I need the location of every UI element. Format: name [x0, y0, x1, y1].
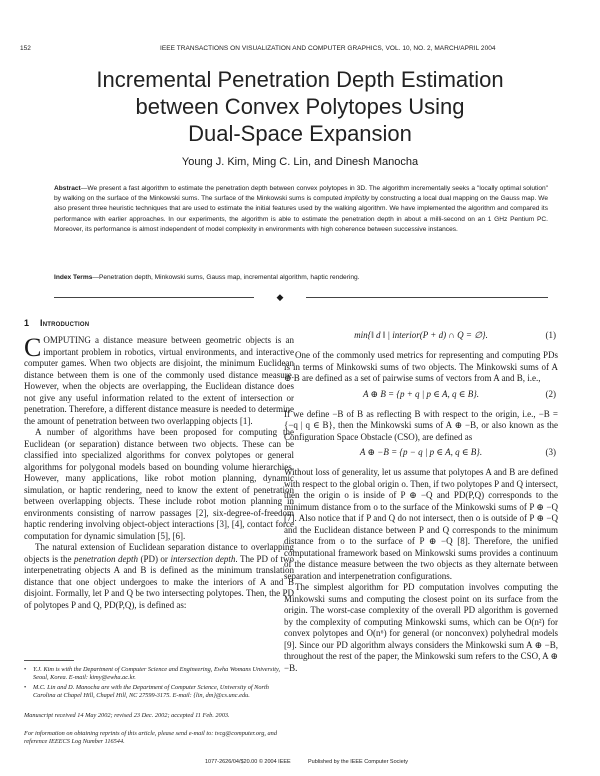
author-list: Young J. Kim, Ming C. Lin, and Dinesh Manocha	[181, 156, 419, 168]
p3-emphasis-2: intersection depth	[170, 553, 236, 564]
footnote-affiliation-1-text: Y.J. Kim is with the Department of Computer Science and Engineering, Ewha Womans University, Seoul, Korea. E-mail: kimy@ewha.ac.kr.	[33, 666, 281, 681]
equation-1-formula: min{‖ d ‖ | interior(P + d) ∩ Q = ∅}.	[354, 330, 488, 340]
footnote-rule	[24, 660, 74, 661]
footnote-reprints: For information on obtaining reprints of this article, please send e-mail to: tvcg@computer.org, and reference IEEECS Log Number 116544.	[24, 730, 277, 745]
index-terms	[54, 273, 548, 283]
title-line-3: Dual-Space Expansion	[188, 121, 412, 146]
right-paragraph-1: One of the commonly used metrics for representing and computing PDs is in terms of Minkowski sums of two objects. The Minkowski sums of A ⊕ B are defined as a set of pairwise sums of vectors from A and B, i.e.,	[284, 350, 558, 383]
section-divider	[54, 292, 548, 304]
journal-header: IEEE TRANSACTIONS ON VISUALIZATION AND COMPUTER GRAPHICS, VOL. 10, NO. 2, MARCH/APRIL 2004	[160, 45, 496, 52]
abstract-label: Abstract	[54, 185, 81, 192]
equation-2	[284, 389, 558, 405]
right-paragraph-4: The simplest algorithm for PD computation involves computing the Minkowski sums and computing the closest point on its surface from the origin. The worst-case complexity of the overall PD algorithm is governed by the complexity of computing Minkowski sums, which can be O(n²) for convex polytopes and O(n⁶) for general (or nonconvex) polyhedral models [9]. Since our PD algorithm always considers the Minkowski sum A ⊕ −B, throughout the rest of the paper, the Minkowski sum refers to the CSO, A ⊕ −B.	[284, 582, 558, 673]
drop-cap: C	[24, 333, 42, 362]
p3-text-c: . The PD of two interpenetrating objects A and B is defined as the minimum translation distance that one object undergoes to make the interiors of A and B disjoint. Formally, let P and Q be two intersecting polytopes. Then, the PD of polytopes P and Q, PD(P,Q), is defined as:	[24, 553, 294, 610]
left-column	[24, 335, 294, 611]
section-number: 1	[24, 318, 30, 328]
bullet-icon: •	[24, 666, 27, 673]
section-title: Introduction	[40, 318, 90, 328]
footnote-affiliation-2	[24, 684, 290, 700]
abstract	[54, 184, 548, 235]
index-terms-label: Index Terms	[54, 274, 93, 281]
footnote-affiliation-2-text: M.C. Lin and D. Manocha are with the Department of Computer Science, University of North Carolina at Chapel Hill, Chapel Hill, NC 27599-3175. E-mail: {lin, dm}@cs.unc.edu.	[33, 684, 269, 699]
divider-line-left	[54, 297, 254, 298]
intro-paragraph-1-text: OMPUTING a distance measure between geometric objects is an important problem in robotics, virtual environments, and interactive computer games. When two objects are disjoint, the minimum Euclidean distance between them is one of the commonly used distance measure. However, when the objects are overlapping, the Euclidean distance does not give any useful information related to the extent of intersection or penetration. Therefore, a different distance measure is needed to determine the amount of penetration between two overlapping objects [1].	[24, 335, 294, 426]
right-paragraph-3: Without loss of generality, let us assume that polytopes A and B are defined with respect to the global origin o. Then, if two polytopes P and Q intersect, then the origin o is inside of P ⊕ −Q and PD(P,Q) corresponds to the minimum distance from o to the surface of the Minkowski sums of P ⊕ −Q [7]. Also notice that if P and Q do not intersect, then o is outside of P ⊕ −Q and the Euclidean distance between P and Q corresponds to the minimum distance from o to the surface of P ⊕ −Q [8]. Therefore, the unified computational framework based on Minkowski sums provides a continuum of the distance measure between the two objects as they alternate between separation and interpenetration configurations.	[284, 467, 558, 581]
bullet-icon: •	[24, 684, 27, 691]
footer-publisher: Published by the IEEE Computer Society	[308, 759, 408, 765]
right-column	[284, 326, 558, 674]
right-paragraph-2: If we define −B of B as reflecting B with respect to the origin, i.e., −B = {−q | q ∈ B}, then the Minkowski sums of A ⊕ −B, or also known as the Configuration Space Obstacle (CSO), are defined as	[284, 408, 558, 442]
abstract-text-b: by constructing a local dual mapping on the Gauss map. We also present three heuristic techniques that are used to estimate the initial features used by the walking algorithm. We have implemented the algorithm and compared its performance with earlier approaches. In our experiments, the algorithm is able to estimate the penetration depth in about a milli-second on an 1 GHz Pentium PC. Moreover, its performance is almost independent of model complexity in environments with high coherence between successive instances.	[54, 195, 548, 233]
equation-2-number: (2)	[545, 388, 556, 399]
footer-copyright: 1077-2626/04/$20.00 © 2004 IEEE	[205, 759, 291, 765]
equation-3-number: (3)	[545, 447, 556, 457]
p3-emphasis-1: penetration depth	[73, 553, 138, 564]
equation-1	[284, 330, 558, 346]
equation-3-formula: A ⊕ −B = {p − q | p ∈ A, q ∈ B}.	[359, 447, 483, 457]
equation-3	[284, 447, 558, 463]
divider-line-right	[306, 297, 548, 298]
abstract-emphasis: implicitly	[344, 195, 370, 203]
title-line-2: between Convex Polytopes Using	[135, 94, 465, 119]
p3-text-b: (PD) or	[137, 553, 171, 564]
p3-text-a: The natural extension of Euclidean separation distance to overlapping objects is the	[24, 542, 294, 564]
abstract-text-a: —We present a fast algorithm to estimate the penetration depth between convex polytopes in 3D. The algorithm incrementally seeks a "locally optimal solution" by walking on the surface of the Minkowski sums. The surface of the Minkowski sums is computed	[54, 185, 548, 203]
intro-paragraph-1	[24, 335, 294, 427]
title-line-1: Incremental Penetration Depth Estimation	[96, 67, 504, 92]
footnote-affiliation-1	[24, 666, 290, 682]
intro-paragraph-3	[24, 542, 294, 611]
equation-2-formula: A ⊕ B = {p + q | p ∈ A, q ∈ B}.	[362, 388, 480, 399]
paper-title	[30, 66, 570, 147]
footnote-received: Manuscript received 14 May 2002; revised 23 Dec. 2002; accepted 11 Feb. 2003.	[24, 712, 230, 719]
equation-1-number: (1)	[545, 330, 556, 340]
page-number: 152	[20, 45, 31, 52]
divider-diamond-icon: ◆	[276, 292, 284, 302]
intro-paragraph-2: A number of algorithms have been proposed for computing the Euclidean (or separation) distance between two objects. These can be classified into specialized algorithms for convex polytopes or general algorithms for polygonal models based on bounding volume hierarchies. However, many applications, like robot motion planning, dynamic simulation, or haptic rendering, need to know the extent of penetration between overlapping objects. These include robot motion planning in environments consisting of narrow passages [2], six-degree-of-freedom haptic rendering involving object-object interactions [3], [4], contact force computation for dynamic simulation [5], [6].	[24, 427, 294, 541]
index-terms-text: —Penetration depth, Minkowski sums, Gauss map, incremental algorithm, haptic rendering.	[92, 274, 360, 281]
